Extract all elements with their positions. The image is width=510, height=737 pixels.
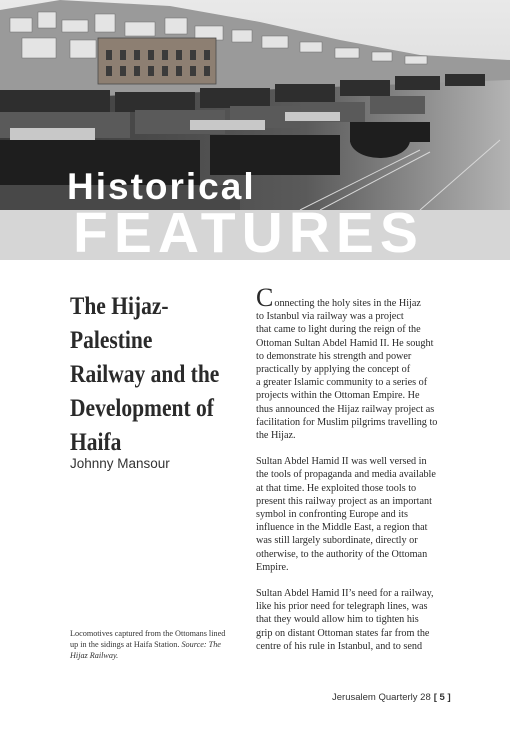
body-line: to Istanbul via railway was a project	[256, 311, 404, 323]
body-line: like his prior need for telegraph lines, was	[256, 601, 428, 613]
body-line: projects within the Ottoman Empire. He	[256, 390, 420, 402]
body-line: present this railway project as an important	[256, 495, 432, 507]
article-body	[256, 283, 456, 666]
section-heading-features: FEATURES	[73, 201, 424, 265]
paragraph-3	[256, 587, 456, 653]
body-line: Sultan Abdel Hamid II’s need for a railway,	[256, 588, 434, 600]
article-title	[70, 290, 242, 460]
body-line: influence in the Middle East, a region that	[256, 522, 428, 534]
body-line: centre of his rule in Istanbul, and to send	[256, 640, 423, 652]
body-line: that they would allow him to tighten his	[256, 614, 419, 626]
paragraph-2	[256, 455, 456, 574]
body-line: to demonstrate his strength and power	[256, 350, 412, 362]
body-line: at that time. He exploited those tools to	[256, 482, 417, 494]
body-line: Ottoman Sultan Abdel Hamid II. He sought	[256, 337, 434, 349]
body-line: the tools of propaganda and media available	[256, 469, 436, 481]
body-line: was still largely subordinate, directly or	[256, 535, 418, 547]
body-line: thus announced the Hijaz railway project as	[256, 403, 435, 415]
article-title-line: Palestine	[70, 327, 153, 354]
caption-source: Source: The Hijaz Railway.	[70, 640, 221, 660]
page-footer	[332, 692, 451, 703]
body-line: Empire.	[256, 561, 289, 573]
caption-text: Locomotives captured from the Ottomans lined up in the sidings at Haifa Station.	[70, 629, 226, 649]
body-line: onnecting the holy sites in the Hijaz	[274, 298, 421, 309]
body-line: grip on distant Ottoman states far from the	[256, 627, 430, 639]
article-title-line: The Hijaz-	[70, 293, 169, 320]
article-title-line: Development of	[70, 395, 214, 422]
drop-cap: C	[256, 283, 274, 312]
body-line: practically by applying the concept of	[256, 364, 411, 376]
body-line: symbol in confronting Europe and its	[256, 509, 408, 521]
body-line: that came to light during the reign of the	[256, 324, 421, 336]
paragraph-1	[256, 283, 456, 442]
photo-caption	[70, 628, 228, 661]
author-name: Johnny Mansour	[70, 456, 170, 471]
section-heading-historical: Historical	[67, 166, 256, 207]
article-title-line: Railway and the	[70, 361, 220, 388]
article-title-line: Haifa	[70, 429, 122, 456]
body-line: otherwise, to the authority of the Ottoman	[256, 548, 428, 560]
page-number: [ 5 ]	[433, 692, 451, 703]
journal-name: Jerusalem Quarterly 28	[332, 692, 431, 703]
body-line: the Hijaz.	[256, 430, 296, 442]
body-line: facilitation for Muslim pilgrims travelling to	[256, 416, 438, 428]
body-line: a greater Islamic community to a series of	[256, 377, 428, 389]
body-line: Sultan Abdel Hamid II was well versed in	[256, 456, 427, 468]
